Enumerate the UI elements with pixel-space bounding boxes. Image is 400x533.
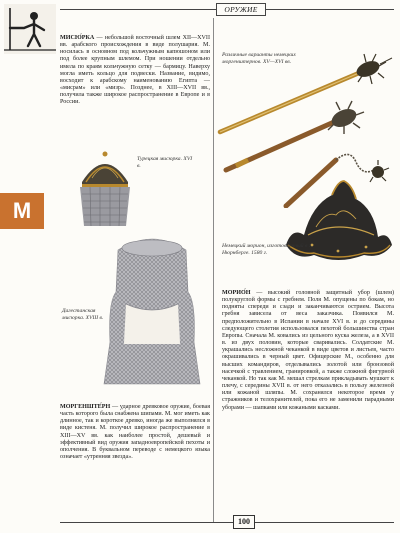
entry-morion	[222, 290, 394, 412]
caption-turkish-misyurka: Турецкая мисюрка. XVI в.	[137, 156, 193, 169]
caption-dagestan-misyurka: Дагестанская мисюрка. XVIII в.	[62, 308, 104, 321]
entry-text: — небольшой восточный шлем XII—XVII вв. арабского происхождения в виде полушария. М. носилась в основном под кольчужным капюшоном или под более крупным шлемом. При ношении отдельно имела по краям кольчужную сетку — бармицу. Наверху могла иметь кольцо для подвески. Название, видимо, восходит к арабскому наименованию Египта — «мисрам» или «мизр». Позднее, в XIII—XVII вв., получила также широкое распространение в Европе и в России.	[60, 35, 210, 106]
entry-text: — высокий головной защитный убор (шлем) полукруглой формы с гребнем. Поля М. опущены по бокам, но подняты спереди и сзади и заканчиваются острием. Высота гребня зависела от веса заказчика. Появился М. предположительно в Испании в начале XVI в. и до середины следующего столетия использовался пехотой большинства стран Европы. Сначала М. ковались из цельного куска железа, а в XVII в. из двух половин, которые сваривались. Солдатские М. украшались несложной чеканкой в виде цветов и листьев, часто окрашивались в черный цвет. Офицерские М., особенно для высших командиров, отделывались золотой или бронзовой насечкой с травлением, гранировкой, а также сложной фигурной чеканкой. Но так как М. мешал стрелкам прикладывать мушкет к плечу, с середины XVII в. от него отказались в пользу железной или кожаной шляпы. М. сохранялся некоторое время у стражников и телохранителей, пока его не заменили парадными уборами — шапками или кожаными касками.	[222, 290, 394, 411]
caption-morgenstern: Различные варианты немецких моргенштернов. XV—XVI вв.	[222, 52, 296, 65]
entry-text: — ударное древковое оружие, боевая часть которого была снабжена шипами. М. мог иметь как длинное, так и короткое древко, иногда же выполнялся в виде кистеня. М. получил широкое распространение в XIII—XV вв. как наиболее простой, дешевый и эффективный вид оружия западноевропейской пехоты и ополчения. В буквальном переводе с немецкого языка означает «утренняя звезда».	[60, 404, 210, 461]
logo	[4, 4, 56, 54]
section-label: ОРУЖИЕ	[216, 3, 266, 16]
man-with-weapon-icon	[4, 4, 56, 54]
entry-term: МОРГЕНШТЕ́РН	[60, 404, 111, 410]
page-number: 100	[233, 515, 255, 529]
entry-term: МОРИО́Н	[222, 290, 251, 296]
turkish-misyurka-helmet-icon	[74, 142, 136, 232]
entry-term: МИСЮ́РКА	[60, 35, 95, 41]
entry-morgenstern	[60, 404, 210, 461]
morion-helmet-icon	[282, 175, 396, 273]
letter-tab: М	[0, 193, 44, 229]
column-divider	[213, 18, 214, 523]
entry-misyurka	[60, 35, 210, 107]
caption-morion: Немецкий морион, изготовленный в г. Нюрнберге. 1580 г.	[222, 243, 313, 256]
footer-rule	[60, 522, 394, 523]
